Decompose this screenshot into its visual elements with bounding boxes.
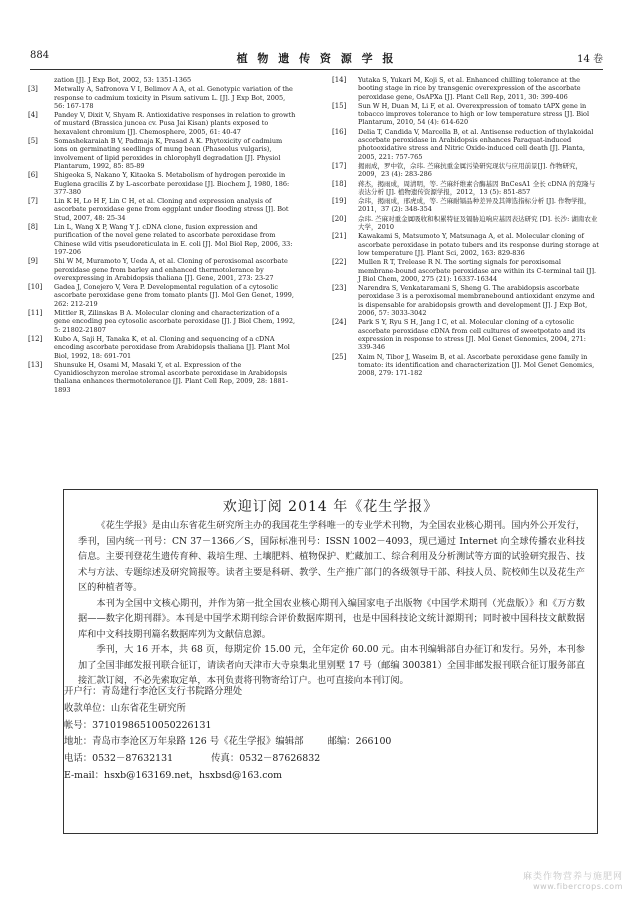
email-line: E-mail：hsxb@163169.net，hsxbsd@163.com: [64, 769, 283, 781]
reference-item: [28, 283, 296, 308]
subscription-body: [78, 518, 585, 689]
reference-text: Delia T, Candida V, Marcella B, et al. Antisense reduction of thylakoidal ascorbate peroxidase in Arabidopsis enhances Paraquat-induced photooxidative stress and Nitric Oxide-induced cell death [J]. Planta, 2005, 221: 757-765: [358, 127, 594, 161]
watermark-url: www.fibercrops.com: [533, 882, 623, 891]
reference-number: [12]: [28, 334, 43, 343]
reference-item: [332, 318, 600, 351]
reference-number: [21]: [332, 232, 347, 241]
reference-number: [15]: [332, 101, 347, 110]
reference-number: [6]: [28, 171, 38, 180]
page-number: 884: [30, 50, 50, 61]
reference-text: Pandey V, Dixit V, Shyam R. Antioxidative responses in relation to growth of mustard (Brassica juncea cv. Pusa Jai Kisan) plants exposed to hexavalent chromium [J]. Chemosphere, 2005, 61: 40-47: [54, 111, 296, 136]
reference-number: [5]: [28, 137, 38, 146]
reference-number: [22]: [332, 258, 347, 267]
subscription-title: 欢迎订阅 2014 年《花生学报》: [222, 499, 439, 515]
reference-number: [19]: [332, 197, 347, 206]
reference-item: [332, 180, 600, 197]
reference-text: Shigeoka S, Nakano Y, Kitaoka S. Metabolism of hydrogen peroxide in Euglena gracilis Z by L-ascorbate peroxidase [J]. Biochem J, 1980, 186: 377-380: [54, 171, 290, 196]
reference-item: [28, 309, 296, 334]
reference-text: 揭雨成，罗中钦，佘玮. 苎麻抗重金属污染研究现状与应用前景[J]. 作物研究，2009，23 (4): 283-286: [358, 161, 582, 179]
reference-text: Metwally A, Safronova V I, Belimov A A, et al. Genotypic variation of the response to cadmium toxicity in Pisum sativum L. [J]. J Exp Bot, 2005, 56: 167-178: [54, 85, 293, 110]
watermark-title: 麻类作物营养与施肥网: [522, 872, 623, 882]
reference-item: [332, 128, 600, 161]
reference-item: [332, 162, 600, 179]
reference-number: [14]: [332, 76, 347, 84]
reference-item: [332, 197, 600, 214]
address-line: [64, 734, 391, 751]
reference-number: [18]: [332, 179, 347, 188]
reference-item: [332, 76, 600, 101]
reference-text: Park S Y, Ryu S H, Jang I C, et al. Molecular cloning of a cytosolic ascorbate peroxidase cDNA from cell cultures of sweetpotato and its expression in response to stress [J]. Mol Genet Genomics, 2004, 271: 339-346: [358, 318, 586, 352]
reference-text: Shi W M, Muramoto Y, Ueda A, et al. Cloning of peroxisomal ascorbate peroxidase gene from barley and enhanced thermotolerance by overexpressing in Arabidopsis thaliana [J]. Gene, 2001, 273: 23-27: [54, 257, 288, 282]
subscription-paragraph: 本刊为全国中文核心期刊，并作为第一批全国农业核心期刊入编国家电子出版物《中国学术期刊（光盘版）》和《万方数据——数字化期刊群》。本刊是中国学术期刊综合评价数据库期刊，也是中国科技论文统计源期刊；同时被中国科技文献数据库和中文科技期刊篇名数据库列为文献信息源。: [78, 597, 585, 640]
payee-line: 收款单位：山东省花生研究所: [64, 702, 186, 714]
reference-text: Lin L, Wang X P, Wang Y J. cDNA clone, fusion expression and purification of the novel gene related to ascorbate peroxidase from Chinese wild vitis pseudoreticulata in E. coli [J]. Mol Biol Rep, 2006, 33: 197-206: [54, 223, 293, 256]
reference-item: [28, 335, 296, 360]
reference-item: [28, 137, 296, 170]
references-right-column: [332, 76, 600, 378]
reference-number: [11]: [28, 309, 43, 318]
reference-number: [3]: [28, 85, 38, 94]
reference-text: 佘玮. 苎麻对重金属吸收和积累特征及镉胁迫响应基因表达研究 [D]. 长沙: 湖南农业大学，2010: [358, 214, 598, 232]
fax-text: 传真：0532－87626832: [211, 753, 321, 765]
reference-number: [7]: [28, 197, 38, 206]
reference-item: [332, 258, 600, 283]
reference-text: 蒋杰，揭雨成，周清明，等. 苎麻纤维素合酶基因 BnCesA1 全长 cDNA 的克隆与表达分析 [J]. 植物遗传资源学报，2012，13 (5): 851-857: [358, 179, 596, 196]
phone-text: 电话：0532－87632131: [64, 753, 174, 765]
reference-number: [17]: [332, 161, 347, 170]
reference-number: [13]: [28, 360, 43, 369]
reference-number: [10]: [28, 283, 43, 292]
reference-item: [28, 257, 296, 282]
reference-item: [332, 232, 600, 257]
subscription-paragraph: 《花生学报》是由山东省花生研究所主办的我国花生学科唯一的专业学术刊物，为全国农业核心期刊。国内外公开发行，季刊，国内统一刊号：CN 37－1366／S，国际标准刊号：ISSN 1002－4093，现已通过 Internet 向全球传播农业科技信息。主要刊登花生遗传育种、栽培生理、土壤肥料、植物保护、贮藏加工、综合利用及分析测试等方面的试验研究报告、技术与方法、专题综述及研究简报等。读者主要是科研、教学、生产推广部门的各级领导干部、科技人员、院校师生以及花生产区的种植者等。: [78, 520, 585, 593]
reference-text: 佘玮，揭雨成，邢虎成，等. 苎麻耐镉品种差异及其筛选指标分析 [J]. 作物学报，2011，37 (2): 348-354: [358, 197, 591, 214]
reference-number: [23]: [332, 284, 347, 293]
reference-number: [25]: [332, 352, 347, 361]
subscription-paragraph: 季刊，大 16 开本，共 68 页，每期定价 15.00 元，全年定价 60.00 元。由本刊编辑部自办征订和发行。另外，本刊参加了全国非邮发报刊联合征订，请读者向天津市大寺泉集北里别墅 17 号（邮编 300381）全国非邮发报刊联合征订服务部直接汇款订阅，不必先索取定单，本刊负责将刊物寄给订户。也可直接向本刊订阅。: [78, 644, 585, 686]
page-header: [30, 50, 603, 66]
reference-text: Somashekaraiah B V, Padmaja K, Prasad A K. Phytoxicity of cadmium ions on germinating seedlings of mung bean (Phaseolus vulgaris), involvement of lipid peroxides in chlorophyll degradation [J]. Physiol Plantarum, 1992, 85: 85-89: [54, 137, 283, 170]
reference-text: Lin K H, Lo H F, Lin C H, et al. Cloning and expression analysis of ascorbate peroxidase gene from eggplant under flooding stress [J]. Bot Stud, 2007, 48: 25-34: [54, 197, 289, 222]
reference-text: Narendra S, Venkataramani S, Sheng G. The arabidopsis ascorbate peroxidase 3 is a peroxisomal membranebound antioxidant enzyme and is dispensable for arabidopsis growth and development [J]. J Exp Bot, 2006, 57: 3033-3042: [358, 284, 595, 318]
reference-text: Kubo A, Saji H, Tanaka K, et al. Cloning and sequencing of a cDNA encoding ascorbate peroxidase from Arabidopsis thaliana [J]. Plant Mol Biol, 1992, 18: 691-701: [54, 334, 290, 360]
reference-number: [8]: [28, 223, 38, 232]
volume-label: 14 卷: [577, 54, 603, 65]
reference-item: [28, 361, 296, 394]
postcode-text: 邮编：266100: [327, 736, 392, 748]
reference-item: [28, 111, 296, 136]
reference-item: [28, 197, 296, 222]
reference-number: [24]: [332, 318, 347, 327]
reference-text: Gadea J, Conejero V, Vera P. Developmental regulation of a cytosolic ascorbate peroxidase gene from tomato plants [J]. Mol Gen Genet, 1999, 262: 212-219: [54, 283, 294, 308]
reference-number: [4]: [28, 111, 38, 120]
journal-title: 植 物 遗 传 资 源 学 报: [236, 52, 397, 65]
reference-item: [28, 76, 296, 84]
reference-text: Shunsuke H, Osami M, Masaki Y, et al. Expression of the Cyanidioschyzon merolae stromal ascorbate peroxidase in Arabidopsis thaliana enhances thermotolerance [J]. Plant Cell Rep, 2009, 28: 1881-1893: [54, 360, 289, 394]
reference-text: Mullen R T, Trelease R N. The sorting signals for peroxisomal membrane-bound ascorbate peroxidase are within its C-terminal tail [J]. J Biol Chem, 2000, 275 (21): 16337-16344: [358, 258, 597, 283]
reference-text: Sun W H, Duan M, Li F, et al. Overexpression of tomato tAPX gene in tobacco improves tolerance to high or low temperature stress [J]. Biol Plantarum, 2010, 54 (4): 614-620: [358, 101, 590, 127]
reference-number: [9]: [28, 257, 38, 266]
reference-text: Xaim N, Tibor J, Waseim B, et al. Ascorbate peroxidase gene family in tomato: its identification and characterization [J]. Mol Genet Genomics, 2008, 279: 171-182: [358, 352, 595, 378]
reference-number: [16]: [332, 127, 347, 136]
subscription-contacts: [64, 684, 391, 785]
reference-item: [28, 223, 296, 256]
reference-item: [332, 353, 600, 378]
reference-item: [332, 215, 600, 232]
reference-item: [28, 85, 296, 110]
reference-text: zation [J]. J Exp Bot, 2002, 53: 1351-1365: [54, 76, 192, 84]
watermark: [523, 869, 623, 891]
phone-line: [64, 751, 391, 768]
reference-number: [20]: [332, 214, 347, 223]
reference-item: [28, 171, 296, 196]
reference-item: [332, 102, 600, 127]
reference-text: Kawakami S, Matsumoto Y, Matsunaga A, et al. Molecular cloning of ascorbate peroxidase in potato tubers and its response during storage at low temperature [J]. Plant Sci, 2002, 163: 829-836: [358, 232, 599, 257]
reference-text: Yutaka S, Yukari M, Koji S, et al. Enhanced chilling tolerance at the booting stage in rice by transgenic overexpression of the ascorbate peroxidase gene, OsAPXa [J]. Plant Cell Rep, 2011, 30: 399-406: [358, 76, 581, 101]
account-line: 帐号：37101986510050226131: [64, 719, 212, 731]
address-text: 地址：青岛市李沧区万年泉路 126 号《花生学报》编辑部: [64, 736, 304, 748]
reference-item: [332, 284, 600, 317]
bank-line: 开户行：青岛建行李沧区支行书院路分理处: [64, 686, 243, 697]
references-left-column: [28, 76, 296, 395]
reference-text: Mittler R, Zilinskas B A. Molecular cloning and characterization of a gene encoding pea cytosolic ascorbate peroxidase [J]. J Biol Chem, 1992, 5: 21802-21807: [54, 309, 296, 334]
header-rule: [30, 69, 603, 70]
